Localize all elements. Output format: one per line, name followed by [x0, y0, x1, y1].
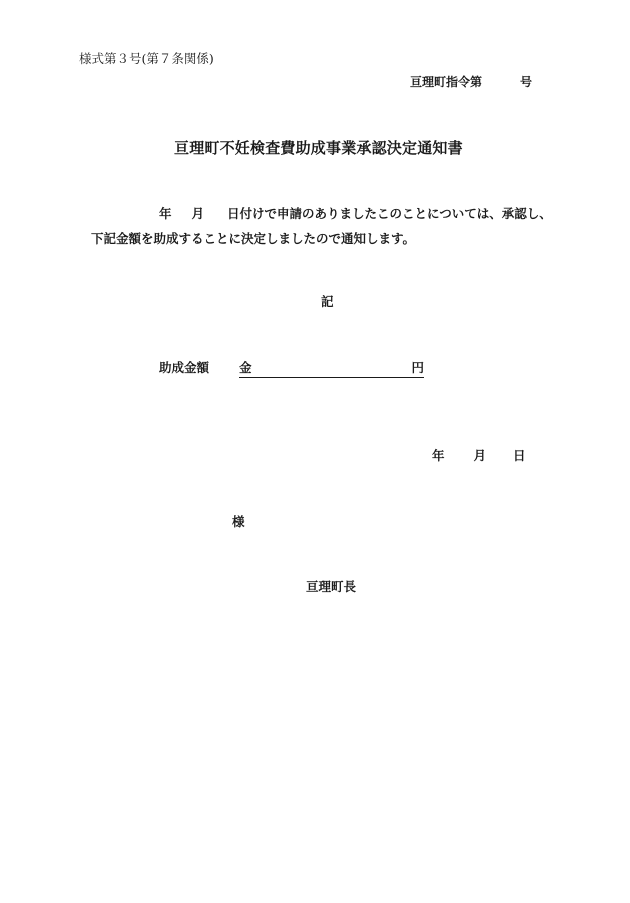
date-day: 日 [513, 448, 526, 463]
form-id: 様式第３号(第７条関係) [79, 51, 214, 66]
issuer: 亘理町長 [306, 579, 357, 594]
body-year: 年 [159, 206, 172, 221]
body-line-2: 下記金額を助成することに決定しましたので通知します。 [91, 231, 416, 246]
body-line-1 [159, 204, 552, 222]
date-month: 月 [473, 448, 487, 463]
amount-label: 助成金額 [159, 360, 210, 375]
date-line [432, 446, 526, 464]
body-line-1-text: 日付けで申請のありましたこのことについては、承認し、 [227, 206, 552, 221]
amount-suffix: 円 [411, 360, 425, 375]
ki-mark: 記 [321, 294, 334, 309]
notice-suffix: 号 [520, 75, 533, 89]
notice-number [410, 73, 532, 90]
notice-prefix: 亘理町指令第 [410, 75, 483, 89]
body-month: 月 [191, 206, 205, 221]
document-title: 亘理町不妊検査費助成事業承認決定通知書 [174, 139, 463, 157]
date-year: 年 [432, 448, 445, 463]
amount-field [239, 358, 424, 378]
amount-prefix: 金 [239, 360, 252, 375]
recipient-honorific: 様 [232, 514, 245, 529]
